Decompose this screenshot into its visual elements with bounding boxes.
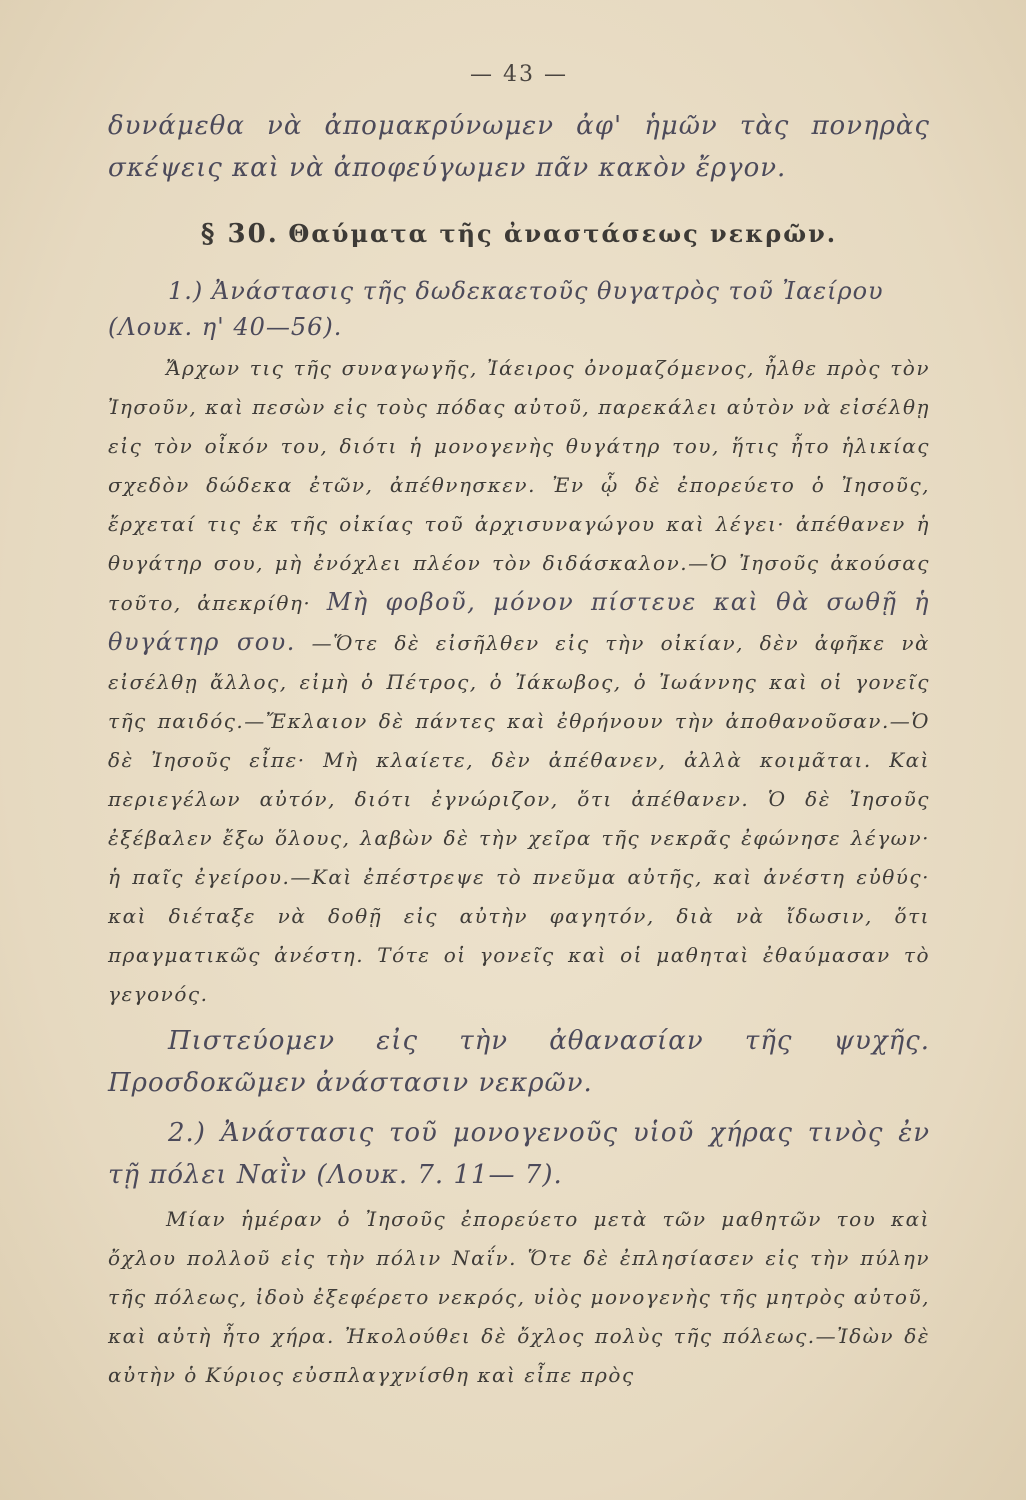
item1-text-b: —Ὅτε δὲ εἰσῆλθεν εἰς τὴν οἰκίαν, δὲν ἀφῆκε νὰ εἰσέλθῃ ἄλλος, εἰμὴ ὁ Πέτρος, ὁ Ἰάκωβος, ὁ Ἰωάννης καὶ οἱ γονεῖς τῆς παιδός.—Ἔκλαιον δὲ πάντες καὶ ἐθρήνουν τὴν ἀποθανοῦσαν.—Ὁ δὲ Ἰησοῦς εἶπε· Μὴ κλαίετε, δὲν ἀπέθανεν, ἀλλὰ κοιμᾶται. Καὶ περιεγέλων αὐτόν, διότι ἐγνώριζον, ὅτι ἀπέθανεν. Ὁ δὲ Ἰησοῦς ἐξέβαλεν ἔξω ὅλους, λαβὼν δὲ τὴν χεῖρα τῆς νεκρᾶς ἐφώνησε λέγων· ἡ παῖς ἐγείρου.—Καὶ ἐπέστρεψε τὸ πνεῦμα αὐτῆς, καὶ ἀνέστη εὐθύς· καὶ διέταξε νὰ δοθῇ εἰς αὐτὴν φαγητόν, διὰ νὰ ἴδωσιν, ὅτι πραγματικῶς ἀνέστη. Τότε οἱ γονεῖς καὶ οἱ μαθηταὶ ἐθαύμασαν τὸ γεγονός.: [108, 631, 930, 1006]
section-number: § 30.: [200, 219, 279, 249]
item1-body: [108, 349, 930, 1014]
item2-body: Μίαν ἡμέραν ὁ Ἰησοῦς ἐπορεύετο μετὰ τῶν μαθητῶν του καὶ ὄχλου πολλοῦ εἰς τὴν πόλιν Ναΐν. Ὅτε δὲ ἐπλησίασεν εἰς τὴν πύλην τῆς πόλεως, ἰδοὺ ἐξεφέρετο νεκρός, υἱὸς μονογενὴς τῆς μητρὸς αὐτοῦ, καὶ αὐτὴ ἦτο χήρα. Ἠκολούθει δὲ ὄχλος πολὺς τῆς πόλεως.—Ἰδὼν δὲ αὐτὴν ὁ Κύριος εὐσπλαγχνίσθη καὶ εἶπε πρὸς: [108, 1207, 930, 1387]
item1-text-a: Ἄρχων τις τῆς συναγωγῆς, Ἰάειρος ὀνομαζόμενος, ἦλθε πρὸς τὸν Ἰησοῦν, καὶ πεσὼν εἰς τοὺς πόδας αὐτοῦ, παρεκάλει αὐτὸν νὰ εἰσέλθῃ εἰς τὸν οἶκόν του, διότι ἡ μονογενὴς θυγάτηρ του, ἥτις ἦτο ἡλικίας σχεδὸν δώδεκα ἐτῶν, ἀπέθνησκεν. Ἐν ᾧ δὲ ἐπορεύετο ὁ Ἰησοῦς, ἔρχεταί τις ἐκ τῆς οἰκίας τοῦ ἀρχισυναγώγου καὶ λέγει· ἀπέθανεν ἡ θυγάτηρ σου, μὴ ἐνόχλει πλέον τὸν διδάσκαλον.—Ὁ Ἰησοῦς ἀκούσας τοῦτο, ἀπεκρίθη·: [108, 356, 930, 615]
item1-heading: 1.) Ἀνάστασις τῆς δωδεκαετοῦς θυγατρὸς τοῦ Ἰαείρου (Λουκ. η' 40—56).: [108, 277, 884, 341]
page-number: — 43 —: [470, 62, 568, 87]
faith-paragraph: Πιστεύομεν εἰς τὴν ἀθανασίαν τῆς ψυχῆς. Προσδοκῶμεν ἀνάστασιν νεκρῶν.: [108, 1026, 930, 1098]
section-heading: [108, 219, 930, 249]
item1-quote: Μὴ φοβοῦ, μόνον πίστευε καὶ θὰ σωθῇ ἡ θυγάτηρ σου.: [108, 588, 930, 656]
intro-paragraph: δυνάμεθα νὰ ἀπομακρύνωμεν ἀφ' ἡμῶν τὰς πονηρὰς σκέψεις καὶ νὰ ἀποφεύγωμεν πᾶν κακὸν ἔργον.: [108, 111, 930, 183]
section-title: Θαύματα τῆς ἀναστάσεως νεκρῶν.: [288, 219, 838, 248]
item2-heading: 2.) Ἀνάστασις τοῦ μονογενοῦς υἱοῦ χήρας τινὸς ἐν τῇ πόλει Ναῒν (Λουκ. 7. 11— 7).: [108, 1118, 930, 1190]
